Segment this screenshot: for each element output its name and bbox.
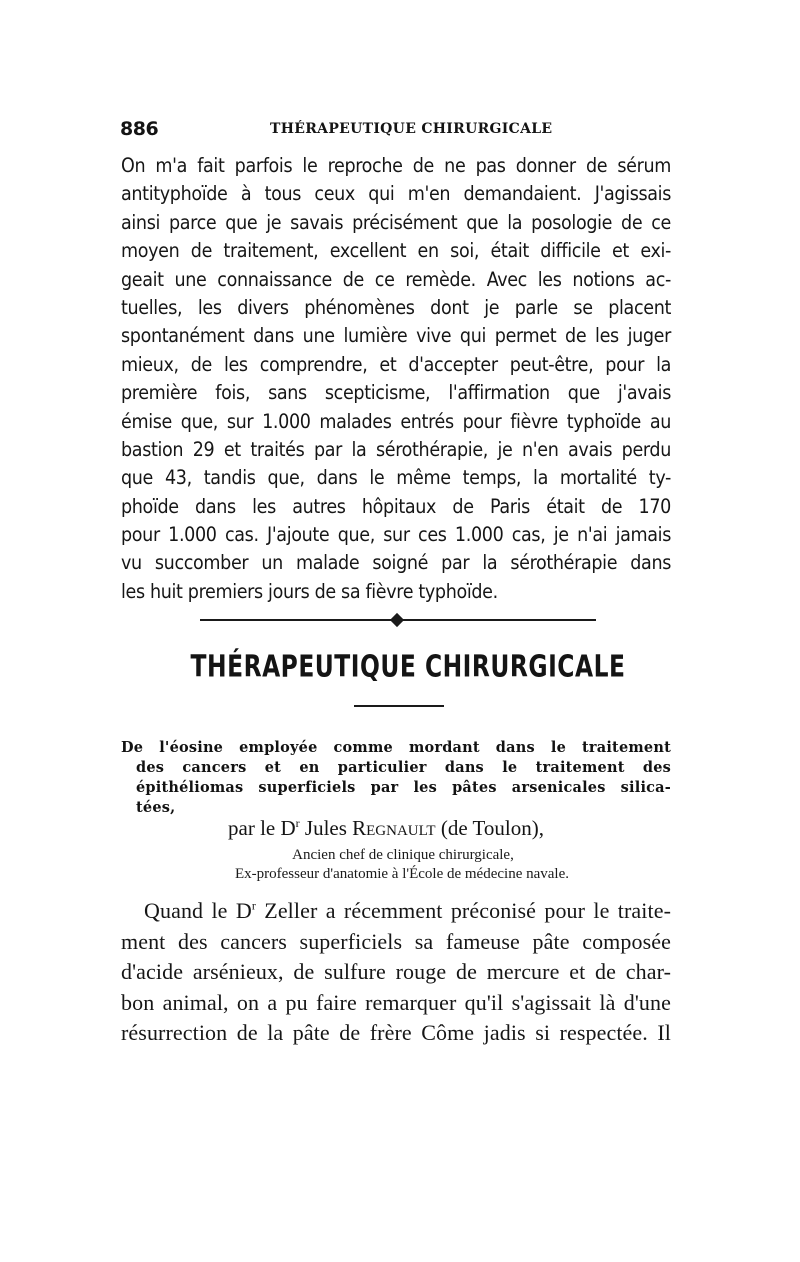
text-line: spontanément dans une lumière vive qui permet de les juger bbox=[121, 324, 671, 348]
text-line: phoïde dans les autres hôpitaux de Paris était de 170 bbox=[121, 494, 671, 518]
text-line: bastion 29 et traités par la sérothérapie, je n'en avais perdu bbox=[121, 437, 671, 461]
byline-prefix: par le D bbox=[228, 816, 296, 840]
text-line: geait une connaissance de ce remède. Avec les notions ac- bbox=[121, 267, 671, 291]
text-line: mieux, de les comprendre, et d'accepter peut-être, pour la bbox=[121, 352, 671, 376]
text-line: pour 1.000 cas. J'ajoute que, sur ces 1.000 cas, je n'ai jamais bbox=[121, 523, 671, 547]
article-title-line: tées, bbox=[136, 799, 176, 816]
text-line: que 43, tandis que, dans le même temps, la mortalité ty- bbox=[121, 466, 671, 490]
separator-diamond-ornament bbox=[390, 613, 404, 627]
text-line: moyen de traitement, excellent en soi, était difficile et exi- bbox=[121, 239, 671, 263]
text-line: bon animal, on a pu faire remarquer qu'il s'agissait là d'une bbox=[121, 989, 671, 1015]
author-credential-2: Ex-professeur d'anatomie à l'École de médecine navale. bbox=[235, 866, 569, 882]
text-line: première fois, sans scepticisme, l'affirmation que j'avais bbox=[121, 381, 671, 405]
text-fragment: Zeller a récemment préconisé pour le traite- bbox=[255, 898, 671, 923]
section-heading bbox=[0, 650, 800, 685]
text-line bbox=[121, 896, 671, 927]
section-heading-text: THÉRAPEUTIQUE CHIRURGICALE bbox=[190, 650, 626, 685]
article-title bbox=[121, 738, 671, 818]
text-line: les huit premiers jours de sa fièvre typhoïde. bbox=[121, 579, 498, 603]
article-title-line: épithéliomas superficiels par les pâtes arsenicales silica- bbox=[136, 779, 671, 796]
page-number: 886 bbox=[120, 118, 159, 140]
paragraph-serotherapy bbox=[121, 152, 671, 606]
text-fragment: Quand le D bbox=[144, 898, 252, 923]
section-separator bbox=[200, 613, 596, 627]
text-line: vu succomber un malade soigné par la sérothérapie dans bbox=[121, 551, 671, 575]
text-line: ment des cancers superficiels sa fameuse pâte composée bbox=[121, 928, 671, 954]
text-superscript: r bbox=[251, 898, 256, 913]
text-line: antityphoïde à tous ceux qui m'en demandaient. J'agissais bbox=[121, 182, 671, 206]
text-line: tuelles, les divers phénomènes dont je parle se placent bbox=[121, 295, 671, 319]
byline-title-superscript: r bbox=[295, 816, 300, 830]
byline-text bbox=[228, 816, 544, 841]
article-title-line: des cancers et en particulier dans le traitement des bbox=[136, 759, 671, 776]
author-first-name: Jules bbox=[304, 816, 347, 840]
text-line: résurrection de la pâte de frère Côme jadis si respectée. Il bbox=[121, 1020, 671, 1046]
paragraph-zeller bbox=[121, 896, 671, 1049]
text-line: émise que, sur 1.000 malades entrés pour fièvre typhoïde au bbox=[121, 409, 671, 433]
author-credential-1: Ancien chef de clinique chirurgicale, bbox=[292, 847, 514, 863]
running-header-title: THÉRAPEUTIQUE CHIRURGICALE bbox=[270, 121, 553, 137]
text-line: ainsi parce que je savais précisément que la posologie de ce bbox=[121, 210, 671, 234]
text-line: On m'a fait parfois le reproche de ne pas donner de sérum bbox=[121, 154, 671, 177]
heading-underline-rule bbox=[354, 705, 444, 707]
author-last-name: Regnault bbox=[352, 816, 436, 840]
text-line: d'acide arsénieux, de sulfure rouge de mercure et de char- bbox=[121, 959, 671, 985]
article-title-line: De l'éosine employée comme mordant dans le traitement bbox=[121, 739, 671, 756]
author-place: (de Toulon), bbox=[440, 816, 544, 840]
